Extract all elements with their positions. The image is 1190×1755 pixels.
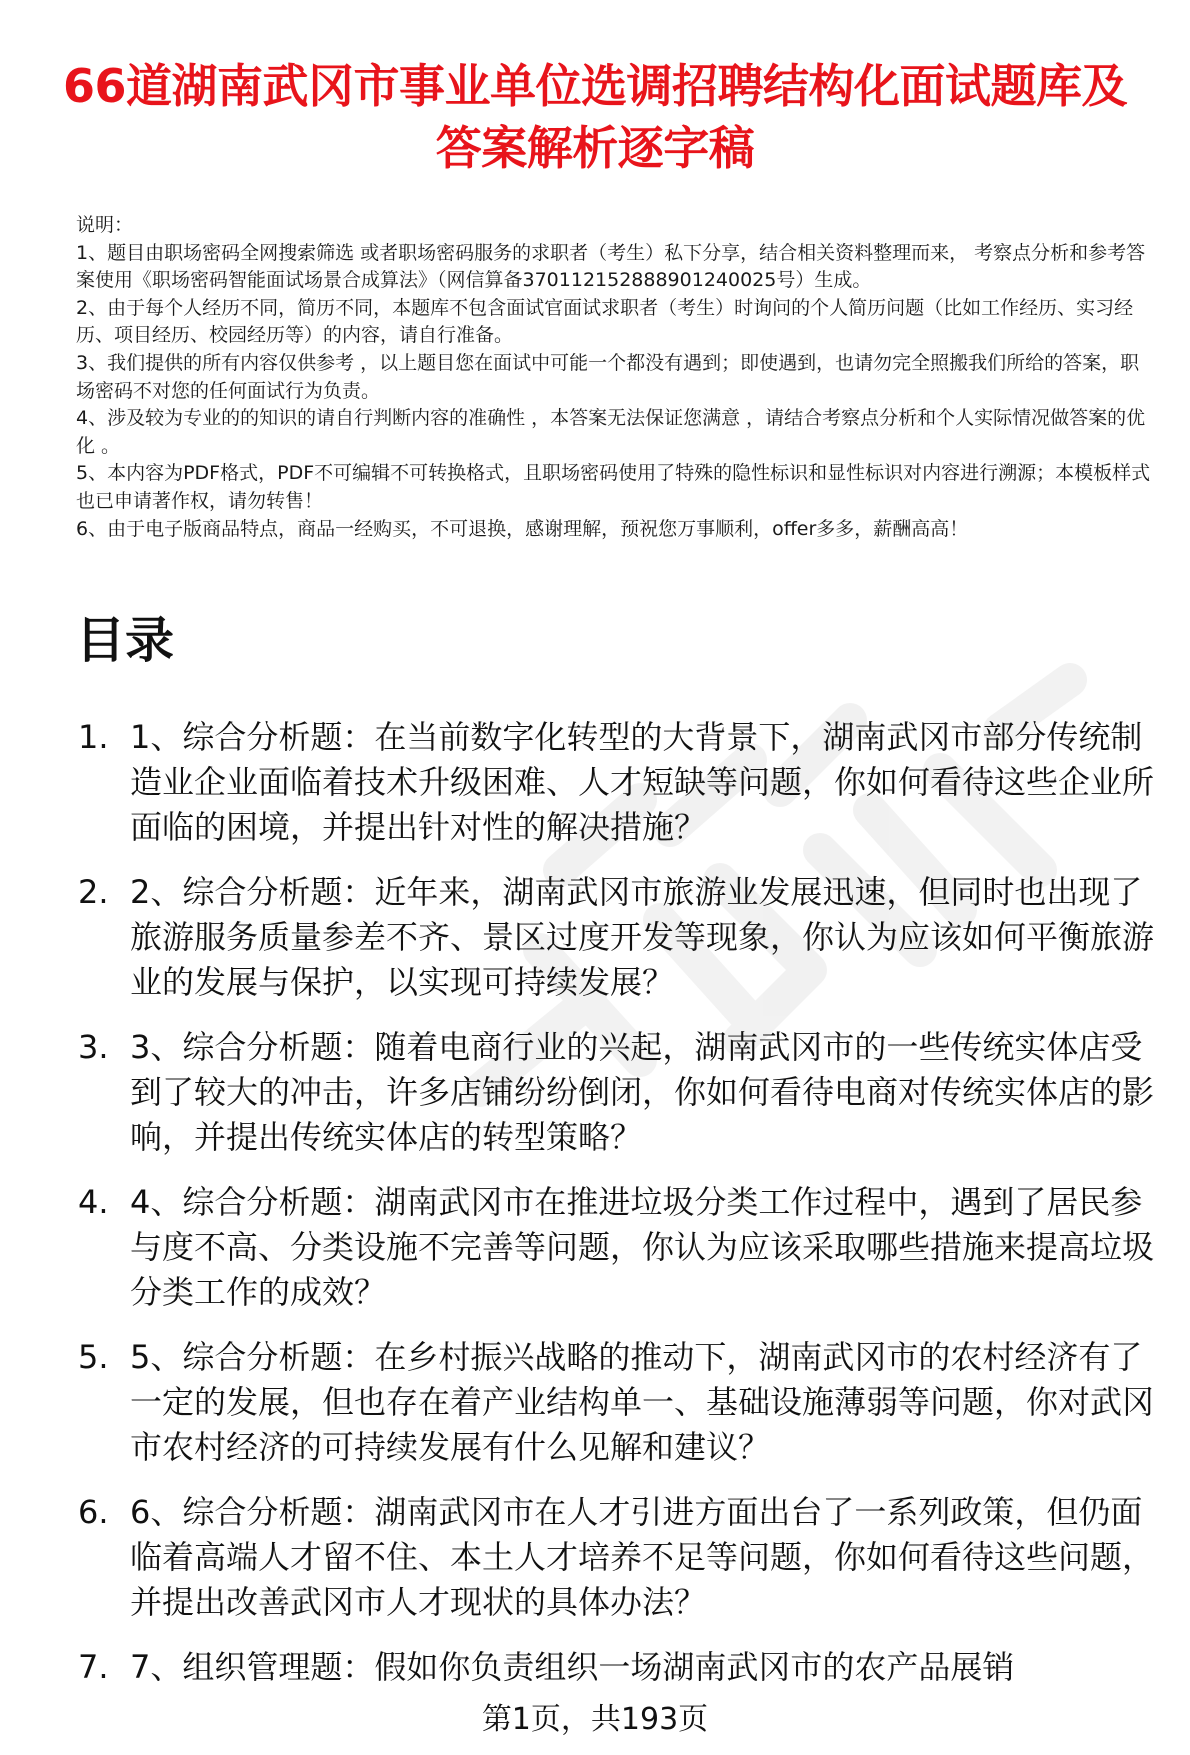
note-item: 2、由于每个人经历不同，简历不同，本题库不包含面试官面试求职者（考生）时询问的个人简历问题（比如工作经历、实习经历、项目经历、校园经历等）的内容，请自行准备。	[76, 296, 1134, 347]
toc-list	[78, 715, 1168, 1710]
toc-item[interactable]	[78, 870, 1168, 1005]
note-item: 4、涉及较为专业的的知识的请自行判断内容的准确性 ，本答案无法保证您满意 ，请结合考察点分析和个人实际情况做答案的优化 。	[76, 407, 1146, 457]
toc-item-text[interactable]: 7、组织管理题：假如你负责组织一场湖南武冈市的农产品展销	[130, 1648, 1015, 1686]
note-item: 3、我们提供的所有内容仅供参考 ，以上题目您在面试中可能一个都没有遇到；即使遇到，也请勿完全照搬我们所给的答案，职场密码不对您的任何面试行为负责。	[76, 351, 1140, 402]
toc-item[interactable]	[78, 1490, 1168, 1625]
toc-item-text[interactable]: 1、综合分析题：在当前数字化转型的大背景下，湖南武冈市部分传统制造业企业面临着技术升级困难、人才短缺等问题，你如何看待这些企业所面临的困境，并提出针对性的解决措施？	[130, 718, 1155, 846]
toc-item-number: 4.	[78, 1183, 109, 1221]
toc-item[interactable]	[78, 1335, 1168, 1470]
toc-item[interactable]	[78, 1025, 1168, 1160]
toc-item[interactable]	[78, 1645, 1168, 1690]
toc-item-number: 3.	[78, 1028, 109, 1066]
toc-item-number: 6.	[78, 1493, 109, 1531]
note-item: 6、由于电子版商品特点，商品一经购买，不可退换，感谢理解，预祝您万事顺利，offer多多，薪酬高高！	[76, 517, 969, 540]
toc-item-number: 1.	[78, 718, 109, 756]
toc-item-number: 7.	[78, 1648, 109, 1686]
toc-item-number: 5.	[78, 1338, 109, 1376]
toc-item[interactable]	[78, 715, 1168, 850]
page-title: 66道湖南武冈市事业单位选调招聘结构化面试题库及答案解析逐字稿	[62, 59, 1127, 175]
toc-item-text[interactable]: 5、综合分析题：在乡村振兴战略的推动下，湖南武冈市的农村经济有了一定的发展，但也存在着产业结构单一、基础设施薄弱等问题，你对武冈市农村经济的可持续发展有什么见解和建议？	[130, 1338, 1155, 1466]
toc-item-text[interactable]: 6、综合分析题：湖南武冈市在人才引进方面出台了一系列政策，但仍面临着高端人才留不住、本土人才培养不足等问题，你如何看待这些问题，并提出改善武冈市人才现状的具体办法？	[130, 1493, 1155, 1621]
page-footer: 第1页，共193页	[481, 1702, 709, 1737]
toc-item[interactable]	[78, 1180, 1168, 1315]
toc-item-text[interactable]: 2、综合分析题：近年来，湖南武冈市旅游业发展迅速，但同时也出现了旅游服务质量参差不齐、景区过度开发等现象，你认为应该如何平衡旅游业的发展与保护，以实现可持续发展？	[130, 873, 1155, 1001]
toc-heading: 目录	[76, 612, 175, 669]
note-item: 5、本内容为PDF格式，PDF不可编辑不可转换格式，且职场密码使用了特殊的隐性标识和显性标识对内容进行溯源；本模板样式也已申请著作权，请勿转售！	[76, 462, 1151, 512]
note-item: 1、题目由职场密码全网搜索筛选 或者职场密码服务的求职者（考生）私下分享，结合相关资料整理而来， 考察点分析和参考答案使用《职场密码智能面试场景合成算法》（网信算备370112152888901240025号）生成。	[76, 241, 1146, 292]
toc-item-text[interactable]: 3、综合分析题：随着电商行业的兴起，湖南武冈市的一些传统实体店受到了较大的冲击，许多店铺纷纷倒闭，你如何看待电商对传统实体店的影响，并提出传统实体店的转型策略？	[130, 1028, 1155, 1156]
notes-section	[76, 212, 1156, 543]
toc-item-text[interactable]: 4、综合分析题：湖南武冈市在推进垃圾分类工作过程中，遇到了居民参与度不高、分类设施不完善等问题，你认为应该采取哪些措施来提高垃圾分类工作的成效？	[130, 1183, 1155, 1311]
toc-item-number: 2.	[78, 873, 109, 911]
notes-heading: 说明：	[76, 214, 134, 236]
